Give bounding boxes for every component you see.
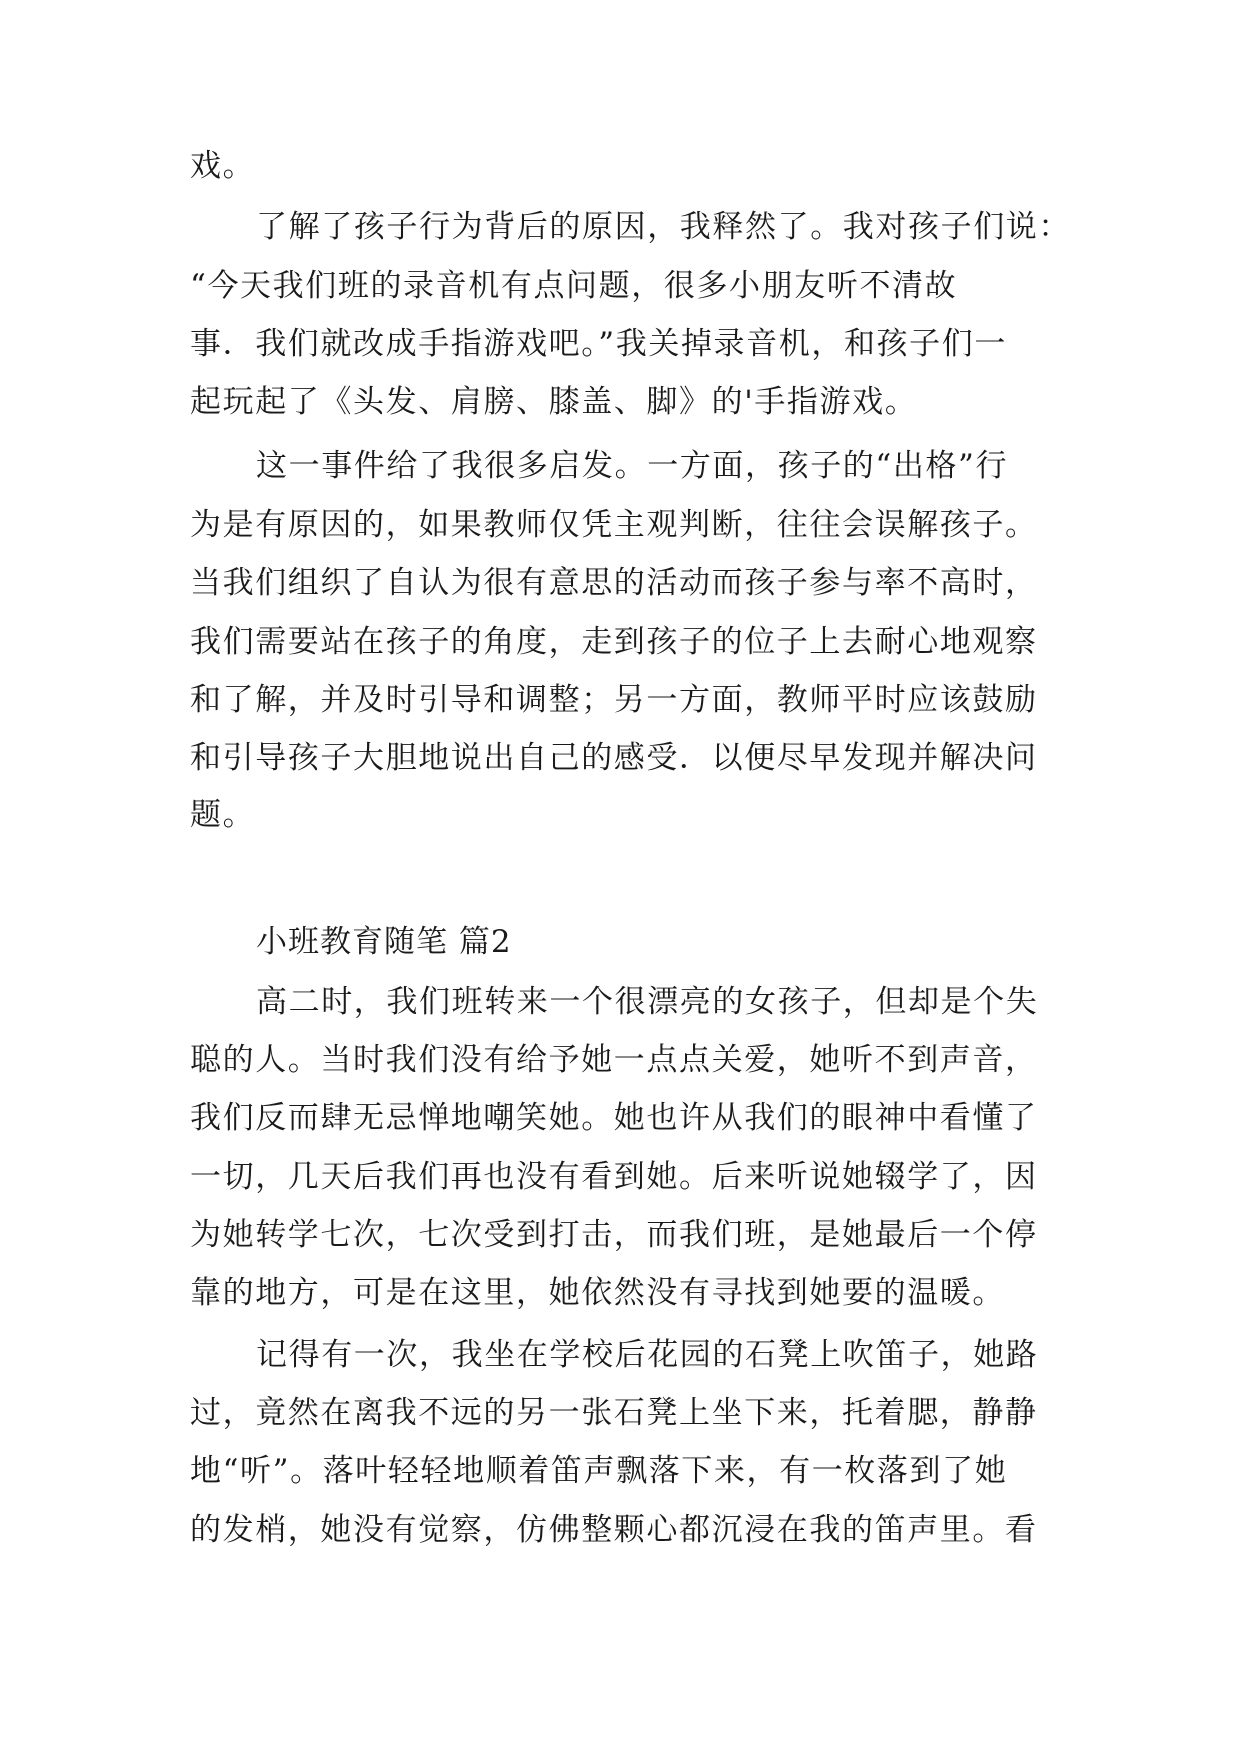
text-line: 我们反而肆无忌惮地嘲笑她。她也许从我们的眼神中看懂了 — [190, 1100, 1038, 1136]
text-line: 靠的地方，可是在这里，她依然没有寻找到她要的温暖。 — [190, 1275, 1005, 1311]
text-line: 起玩起了《头发、肩膀、膝盖、脚》的'手指游戏。 — [190, 384, 918, 420]
text-line: 为她转学七次，七次受到打击，而我们班，是她最后一个停 — [190, 1217, 1038, 1253]
text-line: 和引导孩子大胆地说出自己的感受．以便尽早发现并解决问 — [190, 740, 1038, 776]
text-line: 的发梢，她没有觉察，仿佛整颗心都沉浸在我的笛声里。看 — [190, 1512, 1038, 1548]
text-line: 地“听”。落叶轻轻地顺着笛声飘落下来，有一枚落到了她 — [190, 1453, 1008, 1489]
text-line: 我们需要站在孩子的角度，走到孩子的位子上去耐心地观察 — [190, 624, 1038, 660]
text-line: 题。 — [190, 797, 256, 833]
text-line: 和了解，并及时引导和调整；另一方面，教师平时应该鼓励 — [190, 682, 1038, 718]
paragraph-first-line: 了解了孩子行为背后的原因，我释然了。我对孩子们说： — [256, 209, 1071, 245]
paragraph-first-line: 这一事件给了我很多启发。一方面，孩子的“出格”行 — [256, 448, 1009, 484]
text-line: 当我们组织了自认为很有意思的活动而孩子参与率不高时， — [190, 565, 1038, 601]
text-line: 戏。 — [190, 148, 256, 184]
text-line: “今天我们班的录音机有点问题，很多小朋友听不清故 — [190, 268, 958, 304]
text-line: 为是有原因的，如果教师仅凭主观判断，往往会误解孩子。 — [190, 507, 1038, 543]
text-line: 一切，几天后我们再也没有看到她。后来听说她辍学了，因 — [190, 1159, 1038, 1195]
text-line: 聪的人。当时我们没有给予她一点点关爱，她听不到声音， — [190, 1042, 1038, 1078]
text-line: 事．我们就改成手指游戏吧。”我关掉录音机，和孩子们一 — [190, 326, 1007, 362]
text-line: 过，竟然在离我不远的另一张石凳上坐下来，托着腮，静静 — [190, 1395, 1038, 1431]
section-heading: 小班教育随笔 篇2 — [256, 924, 512, 960]
paragraph-first-line: 高二时，我们班转来一个很漂亮的女孩子，但却是个失 — [256, 984, 1039, 1020]
paragraph-first-line: 记得有一次，我坐在学校后花园的石凳上吹笛子，她路 — [256, 1337, 1039, 1373]
